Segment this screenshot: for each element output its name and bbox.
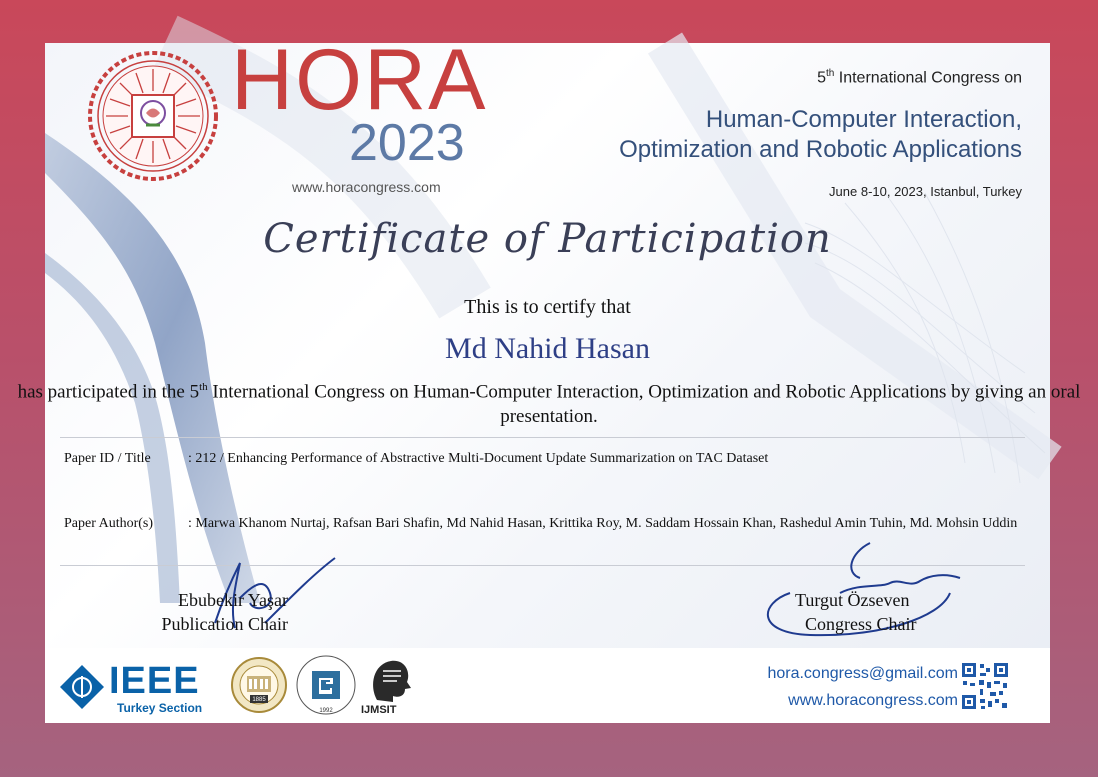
ieee-diamond-icon xyxy=(59,664,105,710)
certify-line: This is to certify that xyxy=(464,296,631,318)
logo-website: www.horacongress.com xyxy=(292,179,441,195)
divider-top xyxy=(60,437,1025,438)
contact-email[interactable]: hora.congress@gmail.com xyxy=(767,665,958,682)
logo-year: 2023 xyxy=(349,114,465,172)
circuit-seal-icon xyxy=(88,51,218,181)
qr-code-icon xyxy=(960,661,1010,711)
participation-statement xyxy=(0,375,1098,429)
paper-id-value: : 212 / Enhancing Performance of Abstractive Multi-Document Update Summarization on TAC Dataset xyxy=(188,451,769,466)
statement-part2: International Congress on Human-Computer Interaction, Optimization and Robotic Applications by giving an oral presentation. xyxy=(207,381,1081,428)
ieee-label: IEEE xyxy=(109,660,200,702)
congress-date-place: June 8-10, 2023, Istanbul, Turkey xyxy=(829,184,1022,199)
statement-part1: has participated in the 5 xyxy=(17,381,200,403)
gop-university-icon xyxy=(295,654,357,716)
congress-title-line1: Human-Computer Interaction, xyxy=(705,106,1022,133)
statement-sup: th xyxy=(199,381,208,393)
congress-title xyxy=(502,105,1022,165)
recipient-name: Md Nahid Hasan xyxy=(445,332,650,365)
sponsor-footer xyxy=(45,648,1050,723)
congress-number-suffix: th xyxy=(825,68,835,79)
left-signer-role: Publication Chair xyxy=(161,614,288,634)
seal-year: 1885 xyxy=(252,697,266,703)
ijmsit-head-icon xyxy=(367,656,413,704)
contact-website[interactable]: www.horacongress.com xyxy=(788,692,958,709)
ieee-section-label: Turkey Section xyxy=(117,701,203,715)
certificate-sheet xyxy=(17,32,1081,723)
certificate-title: Certificate of Participation xyxy=(263,216,832,262)
paper-authors-label: Paper Author(s) xyxy=(64,516,154,531)
left-signer-name: Ebubekir Yaşar xyxy=(178,590,288,610)
right-signer-role: Congress Chair xyxy=(805,614,917,634)
logo-wordmark: HORA xyxy=(231,32,488,128)
right-signer-name: Turgut Özseven xyxy=(795,590,910,610)
congress-prefix: International Congress on xyxy=(838,69,1022,87)
congress-title-line2: Optimization and Robotic Applications xyxy=(619,136,1022,163)
paper-id-label: Paper ID / Title xyxy=(64,451,151,466)
ijmsit-label: IJMSIT xyxy=(361,704,397,716)
gop-year: 1992 xyxy=(319,708,333,714)
congress-number: 5 xyxy=(817,69,826,87)
congress-ordinal xyxy=(817,69,1022,86)
paper-authors-value: : Marwa Khanom Nurtaj, Rafsan Bari Shafin, Md Nahid Hasan, Krittika Roy, M. Saddam Hossain Khan, Rashedul Amin Tuhin, Md. Mohsin Uddin xyxy=(188,516,1018,531)
university-seal-icon xyxy=(230,656,288,714)
